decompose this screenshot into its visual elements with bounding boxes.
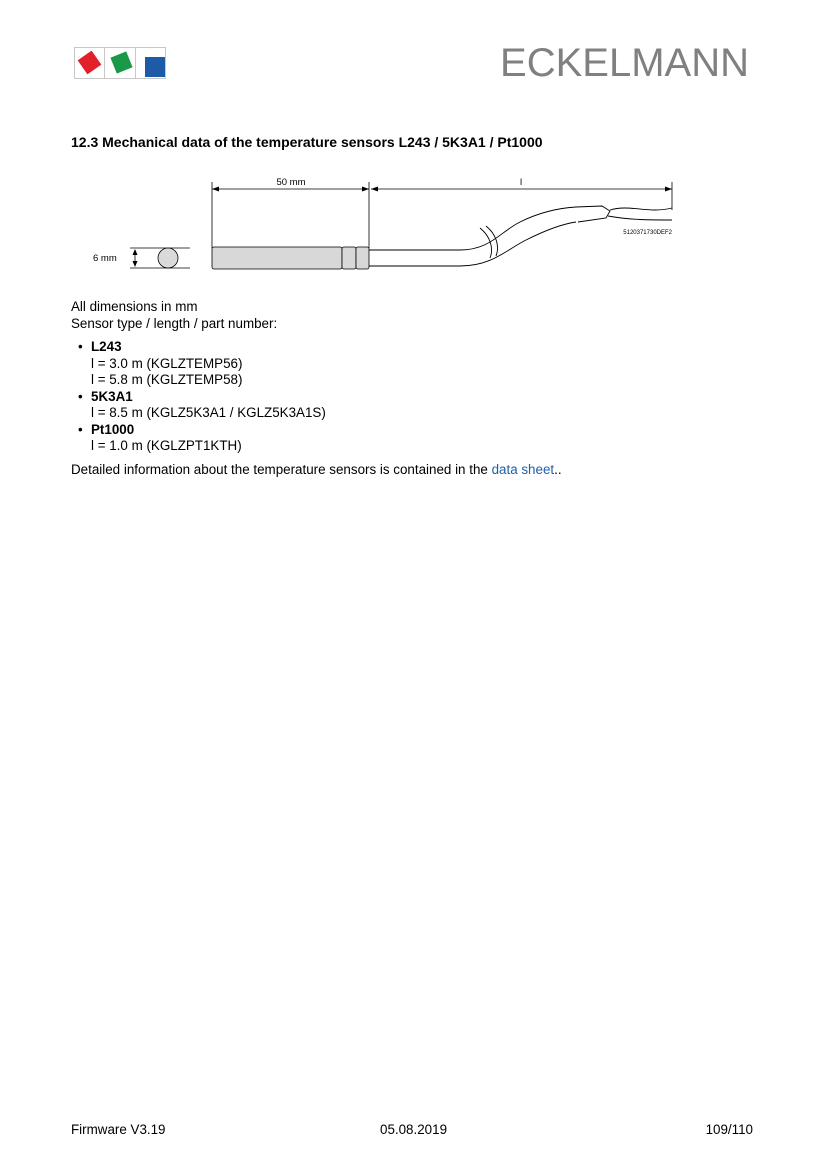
cable-edge	[369, 207, 576, 250]
sensor-length: l = 5.8 m (KGLZTEMP58)	[91, 372, 243, 387]
arrowhead	[371, 187, 378, 192]
sensor-list	[71, 339, 761, 455]
footer-firmware: Firmware V3.19	[71, 1122, 166, 1137]
dim-label-sensor: 50 mm	[276, 177, 306, 188]
sensor-length: l = 3.0 m (KGLZTEMP56)	[91, 355, 243, 371]
detail-note	[71, 462, 761, 479]
footer-page-number: 109/110	[705, 1122, 753, 1137]
bullet: •	[78, 421, 83, 437]
section-title: 12.3 Mechanical data of the temperature sensors L243 / 5K3A1 / Pt1000	[71, 134, 543, 150]
sensor-length: l = 8.5 m (KGLZ5K3A1 / KGLZ5K3A1S)	[91, 405, 326, 420]
brand-name: ECKELMANN	[500, 41, 749, 85]
arrowhead	[133, 261, 138, 267]
list-item	[71, 339, 761, 389]
dim-label-diameter: 6 mm	[93, 253, 117, 264]
detail-prefix: Detailed information about the temperature sensors is contained in the	[71, 461, 492, 477]
wire	[610, 208, 672, 210]
list-item	[71, 422, 761, 455]
arrowhead	[212, 187, 219, 192]
sensor-cross-section	[158, 248, 178, 268]
detail-suffix: ..	[554, 461, 562, 477]
footer-date: 05.08.2019	[380, 1122, 448, 1137]
sensor-list-intro: Sensor type / length / part number:	[71, 315, 278, 331]
arrowhead	[362, 187, 369, 192]
wire	[608, 216, 672, 220]
sensor-sleeve	[356, 247, 369, 269]
sensor-body	[212, 247, 342, 269]
drawing-code: 5120371730DEF2	[623, 230, 672, 236]
cable-break	[480, 228, 492, 258]
sensor-drawing	[70, 170, 690, 280]
logo-red-square	[78, 51, 102, 75]
sensor-type: Pt1000	[91, 421, 135, 437]
logo-green-square	[110, 51, 132, 73]
logo-blue-square	[145, 57, 165, 77]
arrowhead	[665, 187, 672, 192]
sensor-type: 5K3A1	[91, 388, 133, 404]
body-text	[71, 299, 761, 478]
bullet: •	[78, 339, 83, 354]
sensor-type: L243	[91, 339, 122, 354]
arrowhead	[133, 249, 138, 255]
data-sheet-link[interactable]: data sheet	[491, 461, 555, 477]
cable-sleeve	[576, 206, 610, 222]
dim-label-cable: l	[519, 177, 523, 188]
sensor-sleeve	[342, 247, 356, 269]
company-logo-mark	[74, 47, 166, 79]
list-item	[71, 389, 761, 422]
dimensions-note: All dimensions in mm	[71, 299, 198, 314]
sensor-length: l = 1.0 m (KGLZPT1KTH)	[91, 438, 242, 453]
logo-squares	[74, 47, 166, 79]
bullet: •	[78, 388, 83, 404]
cable-edge	[369, 222, 576, 266]
